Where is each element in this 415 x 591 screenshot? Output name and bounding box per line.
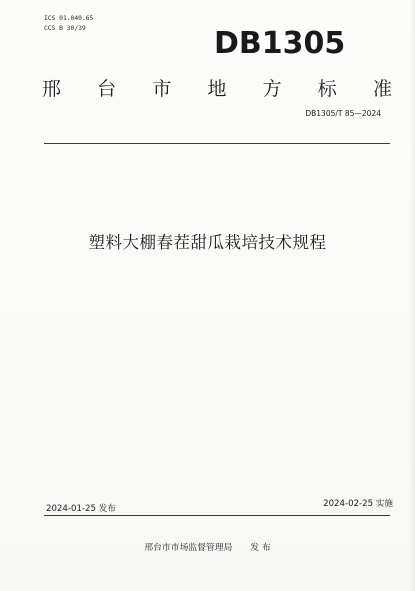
scan-shadow-edge xyxy=(409,0,415,591)
classification-codes xyxy=(44,14,93,34)
heading-char: 地 xyxy=(207,78,227,100)
heading-char: 市 xyxy=(152,78,172,100)
issuer-line xyxy=(0,540,415,553)
ccs-code: CCS B 30/39 xyxy=(44,25,86,32)
heading-char: 方 xyxy=(262,78,282,100)
issue-date: 2024-01-25 发布 xyxy=(46,504,116,514)
issuer-name: 邢台市市场监督管理局 xyxy=(144,543,233,553)
heading-char: 准 xyxy=(372,78,392,100)
document-title: 塑料大棚春茬甜瓜栽培技术规程 xyxy=(88,233,327,252)
heading-char: 标 xyxy=(317,78,337,100)
top-divider xyxy=(44,143,390,144)
ics-code: ICS 01.040.65 xyxy=(44,15,94,22)
standard-number: DB1305/T 85—2024 xyxy=(305,109,381,118)
heading-char: 邢 xyxy=(42,78,62,100)
implementation-date: 2024-02-25 实施 xyxy=(323,499,393,509)
standard-code-logo: DB1305 xyxy=(214,26,346,61)
heading-char: 台 xyxy=(97,78,117,100)
bottom-divider xyxy=(44,515,390,516)
issuer-action: 发 布 xyxy=(250,543,271,553)
standard-type-heading xyxy=(42,74,392,104)
